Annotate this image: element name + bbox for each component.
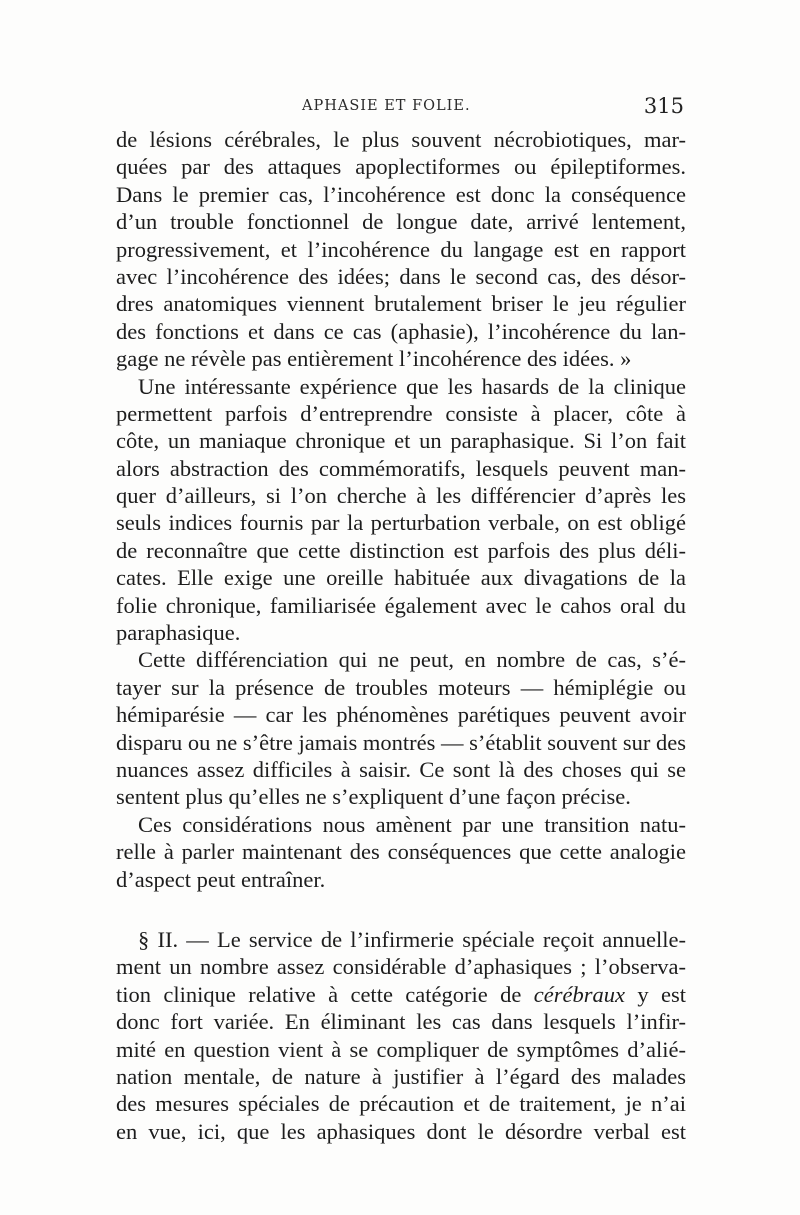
text-line: quer d’ailleurs, si l’on cherche à les différencier d’après les	[116, 483, 686, 509]
text-line: nation mentale, de nature à justifier à l’égard des malades	[116, 1063, 686, 1089]
text-line: seuls indices fournis par la perturbation verbale, on est obligé	[116, 510, 686, 536]
text-fragment: y est	[637, 981, 686, 1007]
paragraph-section-2	[116, 926, 686, 1145]
text-line: hémiparésie — car les phénomènes parétiques peuvent avoir	[116, 702, 686, 728]
paragraph-4	[116, 811, 686, 893]
text-line: Ces considérations nous amènent par une transition natu-	[138, 811, 686, 837]
text-line: avec l’incohérence des idées; dans le second cas, des désor-	[116, 263, 686, 289]
text-line: § II. — Le service de l’infirmerie spéciale reçoit annuelle-	[138, 926, 686, 952]
text-line: de reconnaître que cette distinction est parfois des plus déli-	[116, 537, 686, 563]
text-line: gage ne révèle pas entièrement l’incohérence des idées. »	[116, 346, 632, 372]
text-line: disparu ou ne s’être jamais montrés — s’établit souvent sur des	[116, 729, 686, 755]
text-line: des fonctions et dans ce cas (aphasie), l’incohérence du lan-	[116, 318, 686, 344]
text-line: relle à parler maintenant des conséquences que cette analogie	[116, 839, 686, 865]
text-line: Dans le premier cas, l’incohérence est donc la conséquence	[116, 181, 686, 207]
page-header	[116, 94, 686, 124]
text-line: donc fort variée. En éliminant les cas dans lesquels l’infir-	[116, 1009, 686, 1035]
text-line: nuances assez difficiles à saisir. Ce sont là des choses qui se	[116, 756, 686, 782]
body-text	[116, 126, 686, 1145]
text-line: dres anatomiques viennent brutalement briser le jeu régulier	[116, 291, 686, 317]
section-gap	[116, 893, 686, 926]
text-line: folie chronique, familiarisée également avec le cahos oral du	[116, 592, 686, 618]
text-line: des mesures spéciales de précaution et de traitement, je n’ai	[116, 1091, 686, 1117]
text-line: côte, un maniaque chronique et un paraphasique. Si l’on fait	[116, 428, 686, 454]
text-line: en vue, ici, que les aphasiques dont le désordre verbal est	[116, 1118, 686, 1144]
text-line: Une intéressante expérience que les hasards de la clinique	[138, 373, 686, 399]
text-fragment: tion clinique relative à cette catégorie de	[116, 981, 522, 1007]
running-title: APHASIE ET FOLIE.	[302, 98, 471, 114]
text-line: ment un nombre assez considérable d’aphasiques ; l’observa-	[116, 954, 686, 980]
paragraph-3	[116, 646, 686, 810]
text-line: de lésions cérébrales, le plus souvent nécrobiotiques, mar-	[116, 127, 686, 152]
text-line	[116, 981, 686, 1008]
text-line: progressivement, et l’incohérence du langage est en rapport	[116, 236, 686, 262]
italic-term: cérébraux	[533, 981, 625, 1007]
text-line: Cette différenciation qui ne peut, en nombre de cas, s’é-	[138, 647, 686, 673]
text-line: alors abstraction des commémoratifs, lesquels peuvent man-	[116, 455, 686, 481]
paragraph-1	[116, 126, 686, 373]
text-line: mité en question vient à se compliquer de symptômes d’alié-	[116, 1036, 686, 1062]
text-line: paraphasique.	[116, 620, 241, 646]
paragraph-2	[116, 373, 686, 647]
text-line: sentent plus qu’elles ne s’expliquent d’une façon précise.	[116, 784, 631, 810]
page-number: 315	[643, 94, 684, 118]
text-line: cates. Elle exige une oreille habituée aux divagations de la	[116, 565, 686, 591]
text-line: permettent parfois d’entreprendre consiste à placer, côte à	[116, 400, 686, 426]
text-line: tayer sur la présence de troubles moteurs — hémiplégie ou	[116, 674, 686, 700]
text-line: d’aspect peut entraîner.	[116, 866, 326, 892]
text-line: quées par des attaques apoplectiformes ou épileptiformes.	[116, 154, 686, 180]
text-line: d’un trouble fonctionnel de longue date, arrivé lentement,	[116, 209, 686, 235]
